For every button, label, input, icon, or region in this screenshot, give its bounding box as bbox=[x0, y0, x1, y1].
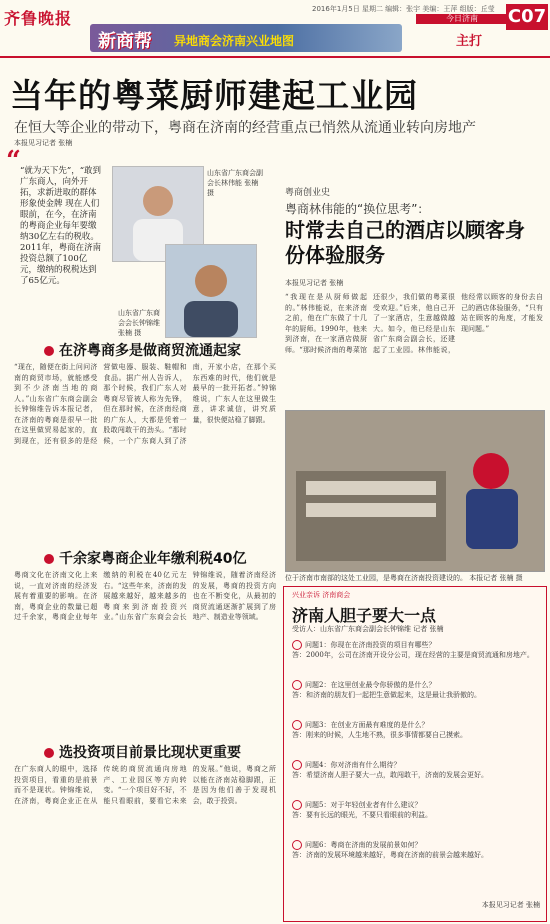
question-icon bbox=[292, 800, 302, 810]
qa-source: 本报见习记者 张楠 bbox=[481, 901, 540, 909]
kicker: 粤商创业史 bbox=[285, 188, 331, 198]
qa-title: 济南人胆子要大一点 bbox=[292, 606, 437, 625]
qa-byline: 受访人：山东省广东商会副会长钟锦维 记者 张楠 bbox=[292, 625, 444, 633]
section-band: 今日济南 bbox=[416, 14, 508, 24]
photo-caption: 山东省广东商会副会长林伟能 张楠 摄 bbox=[207, 169, 263, 197]
banner-main: 新商帮 bbox=[98, 31, 152, 52]
qa-item: 问题2：在这里创业最令你骄傲的是什么？ 答：和济南的朋友们一起把生意做起来，这是最让我骄傲的。 bbox=[292, 681, 481, 699]
factory-photo bbox=[285, 410, 545, 572]
photo-caption: 位于济南市南部的这处工业园，是粤商在济南投资建设的。 本报记者 张楠 摄 bbox=[285, 574, 523, 582]
story-title: 时常去自己的酒店以顾客身份体验服务 bbox=[285, 218, 525, 267]
date-line: 2016年1月5日 星期二 编辑：张宇 美编：王萍 组版：丘莹 bbox=[312, 5, 495, 13]
bullet-icon bbox=[44, 346, 54, 356]
question-icon bbox=[292, 720, 302, 730]
bullet-icon bbox=[44, 748, 54, 758]
worker-icon bbox=[286, 411, 544, 571]
question-icon bbox=[292, 680, 302, 690]
quote-mark-icon: “ bbox=[6, 146, 21, 176]
qa-item: 问题6：粤商在济南的发展前景如何？ 答：济南的发展环境越来越好，粤商在济南的前景会越来越好。 bbox=[292, 841, 488, 859]
qa-item: 问题3：在创业方面最有难度的是什么？ 答：刚来的时候，人生地不熟，很多事情都要自己摸索。 bbox=[292, 721, 467, 739]
question-icon bbox=[292, 640, 302, 650]
section-heading: 选投资项目前景比现状更重要 bbox=[44, 742, 241, 762]
section-heading: 千余家粤商企业年缴利税40亿 bbox=[44, 548, 246, 568]
byline: 本报见习记者 张楠 bbox=[285, 279, 344, 287]
article-body: 粤商文化在济南文化上来说，一直对济南的经济发展有着重要的影响。在济南，粤商企业的数量已超过千余家，粤商企业每年缴纳的利税在40亿元左右。“这些年来，济南的发展越来越好，越来越多的粤商来到济南投资兴业。”山东省广东商会会长钟锦维说，随着济南经济的发展，粤商的投资方向也在不断变化，从最初的商贸流通逐渐扩展到了房地产、制造业等领域。 bbox=[14, 571, 276, 621]
pull-quote bbox=[6, 146, 104, 287]
qa-box bbox=[283, 586, 547, 922]
photo-caption: 山东省广东商会会长钟锦维 张楠 摄 bbox=[118, 309, 160, 337]
bullet-icon bbox=[44, 554, 54, 564]
newspaper-logo: 齐鲁晚报 bbox=[4, 9, 73, 28]
question-icon bbox=[292, 760, 302, 770]
subtitle: 在恒大等企业的带动下，粤商在济南的经营重点已悄然从流通业转向房地产 bbox=[14, 120, 476, 136]
article-body: “我现在是从厨师做起的。”林伟能说，在来济南之前，他在广东做了十几年的厨师。1990年，他来到济南，在一家酒店做厨师。“那时候济南的粤菜馆还很少，我们做的粤菜很受欢迎。”后来，他自己开了一家酒店，生意越做越大。如今，他已经是山东省广东商会副会长，还建起了工业园。林伟能说，他经常以顾客的身份去自己的酒店体验服务，“只有站在顾客的角度，才能发现问题。” bbox=[285, 293, 543, 354]
article-body: 在广东商人的眼中，选择投资项目，看重的是前景而不是现状。钟锦维说，在济南，粤商企业正在从传统的商贸流通向房地产、工业园区等方向转变。“一个项目好不好，不能只看眼前，要看它未来的发展。”他说，粤商之所以能在济南站稳脚跟，正是因为他们善于发现机会，敢于投资。 bbox=[14, 765, 276, 805]
deck: 粤商林伟能的“换位思考”： bbox=[285, 202, 430, 216]
page-title: 当年的粤菜厨师建起工业园 bbox=[10, 76, 418, 115]
qa-item: 问题5：对于年轻创业者有什么建议？ 答：要有长远的眼光，不要只看眼前的利益。 bbox=[292, 801, 432, 819]
person-icon bbox=[166, 245, 256, 337]
portrait-photo bbox=[165, 244, 257, 338]
page-number: C07 bbox=[506, 4, 548, 30]
banner-sub: 异地商会济南兴业地图 bbox=[174, 34, 295, 48]
section-heading: 在济粤商多是做商贸流通起家 bbox=[44, 340, 241, 360]
qa-item: 问题4：你对济南有什么期待？ 答：希望济南人胆子要大一点，敢闯敢干，济南的发展会更好。 bbox=[292, 761, 488, 779]
section-label: 主打 bbox=[456, 34, 483, 49]
series-banner bbox=[90, 24, 402, 52]
article-body: “现在，随便在街上问问济南的商贸市场，就能感受到不少济南当地的商人。”山东省广东商会副会长钟锦维告诉本报记者，在济南的粤商是很早一批在这里做贸易起家的，直到现在，还有很多的是经营做电器、服装、鞋帽和食品。据广州人告诉人，那个时候，我们广东人对粤商尽管被人称为先锋，但在那时候，在济南经商的广东人，大都是凭着一股敢闯敢干的劲头。“那时候，一个广东商人到了济南，开家小店，在那个买东西难的时代，他们就是最早的一批开拓者。”钟锦维说，广东人在这里做生意，讲求诚信，讲究质量，很快便站稳了脚跟。 bbox=[14, 363, 276, 445]
divider bbox=[0, 56, 550, 58]
qa-item: 问题1：你现在在济南投资的项目有哪些？ 答：2000年，公司在济南开设分公司，现在经营的主要是商贸流通和房地产。 bbox=[292, 641, 534, 659]
byline: 本报见习记者 张楠 bbox=[14, 139, 73, 147]
pull-quote-text: “就为天下先”，“敢到广东商人，向外开拓，求新进取的群体形象使金牌 现在人们眼前，在今，在济南的粤商企业每年要缴纳30亿左右的税收。2011年，粤商在济南投资总额了100亿元，缴纳的税税达到了65亿元。 bbox=[20, 166, 102, 286]
question-icon bbox=[292, 840, 302, 850]
qa-tag: 兴业亲诉 济南商会 bbox=[292, 591, 351, 599]
